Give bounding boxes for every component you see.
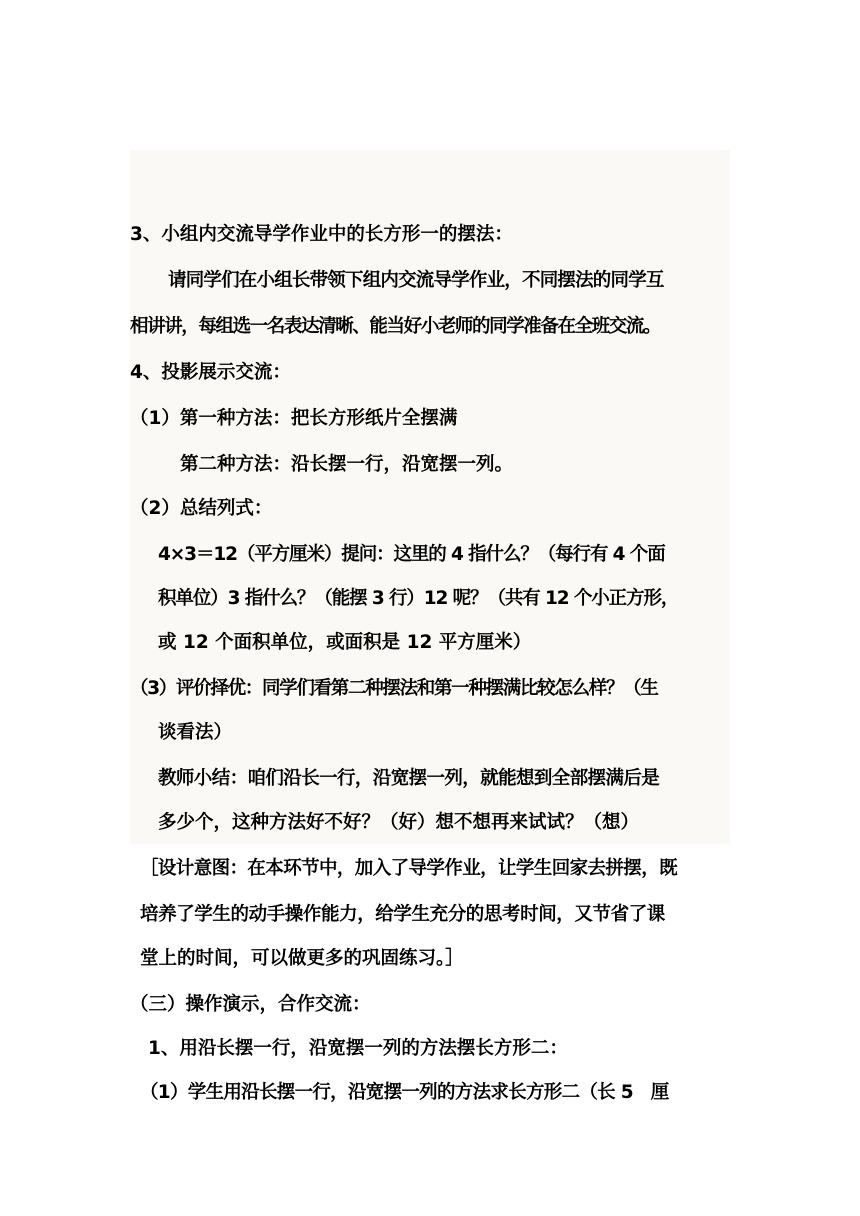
text-line: 请同学们在小组长带领下组内交流导学作业，不同摆法的同学互 bbox=[168, 270, 664, 291]
text-line: 积单位）3 指什么？（能摆 3 行）12 呢？（共有 12 个小正方形， bbox=[158, 588, 679, 609]
text-line: （2）总结列式： bbox=[130, 498, 273, 519]
text-line: （1）第一种方法：把长方形纸片全摆满 bbox=[130, 408, 458, 429]
text-line: 多少个，这种方法好不好？（好）想不想再来试试？（想） bbox=[158, 812, 640, 833]
text-line: 3、小组内交流导学作业中的长方形一的摆法： bbox=[130, 224, 513, 245]
text-line: ［设计意图：在本环节中，加入了导学作业，让学生回家去拼摆，既 bbox=[140, 858, 678, 879]
text-line: 或 12 个面积单位，或面积是 12 平方厘米） bbox=[158, 632, 532, 653]
text-line: 谈看法） bbox=[158, 722, 233, 743]
text-line: 相讲讲，每组选一名表达清晰、能当好小老师的同学准备在全班交流。 bbox=[130, 316, 661, 337]
text-line: 4、投影展示交流： bbox=[130, 362, 291, 383]
text-line: 培养了学生的动手操作能力，给学生充分的思考时间，又节省了课 bbox=[140, 904, 665, 925]
text-line: 堂上的时间，可以做更多的巩固练习。］ bbox=[140, 948, 464, 969]
text-line: （1）学生用沿长摆一行，沿宽摆一列的方法求长方形二（长 5 厘 bbox=[140, 1082, 669, 1103]
text-line: （3）评价择优：同学们看第二种摆法和第一种摆满比较怎么样？（生 bbox=[130, 678, 658, 699]
text-line: （三）操作演示，合作交流： bbox=[130, 994, 371, 1015]
text-line: 4×3＝12（平方厘米）提问：这里的 4 指什么？（每行有 4 个面 bbox=[158, 544, 665, 565]
text-line: 1、用沿长摆一行，沿宽摆一列的方法摆长方形二： bbox=[148, 1038, 568, 1059]
text-line: 第二种方法：沿长摆一行，沿宽摆一列。 bbox=[180, 454, 514, 475]
text-line: 教师小结：咱们沿长一行，沿宽摆一列，就能想到全部摆满后是 bbox=[158, 768, 660, 789]
